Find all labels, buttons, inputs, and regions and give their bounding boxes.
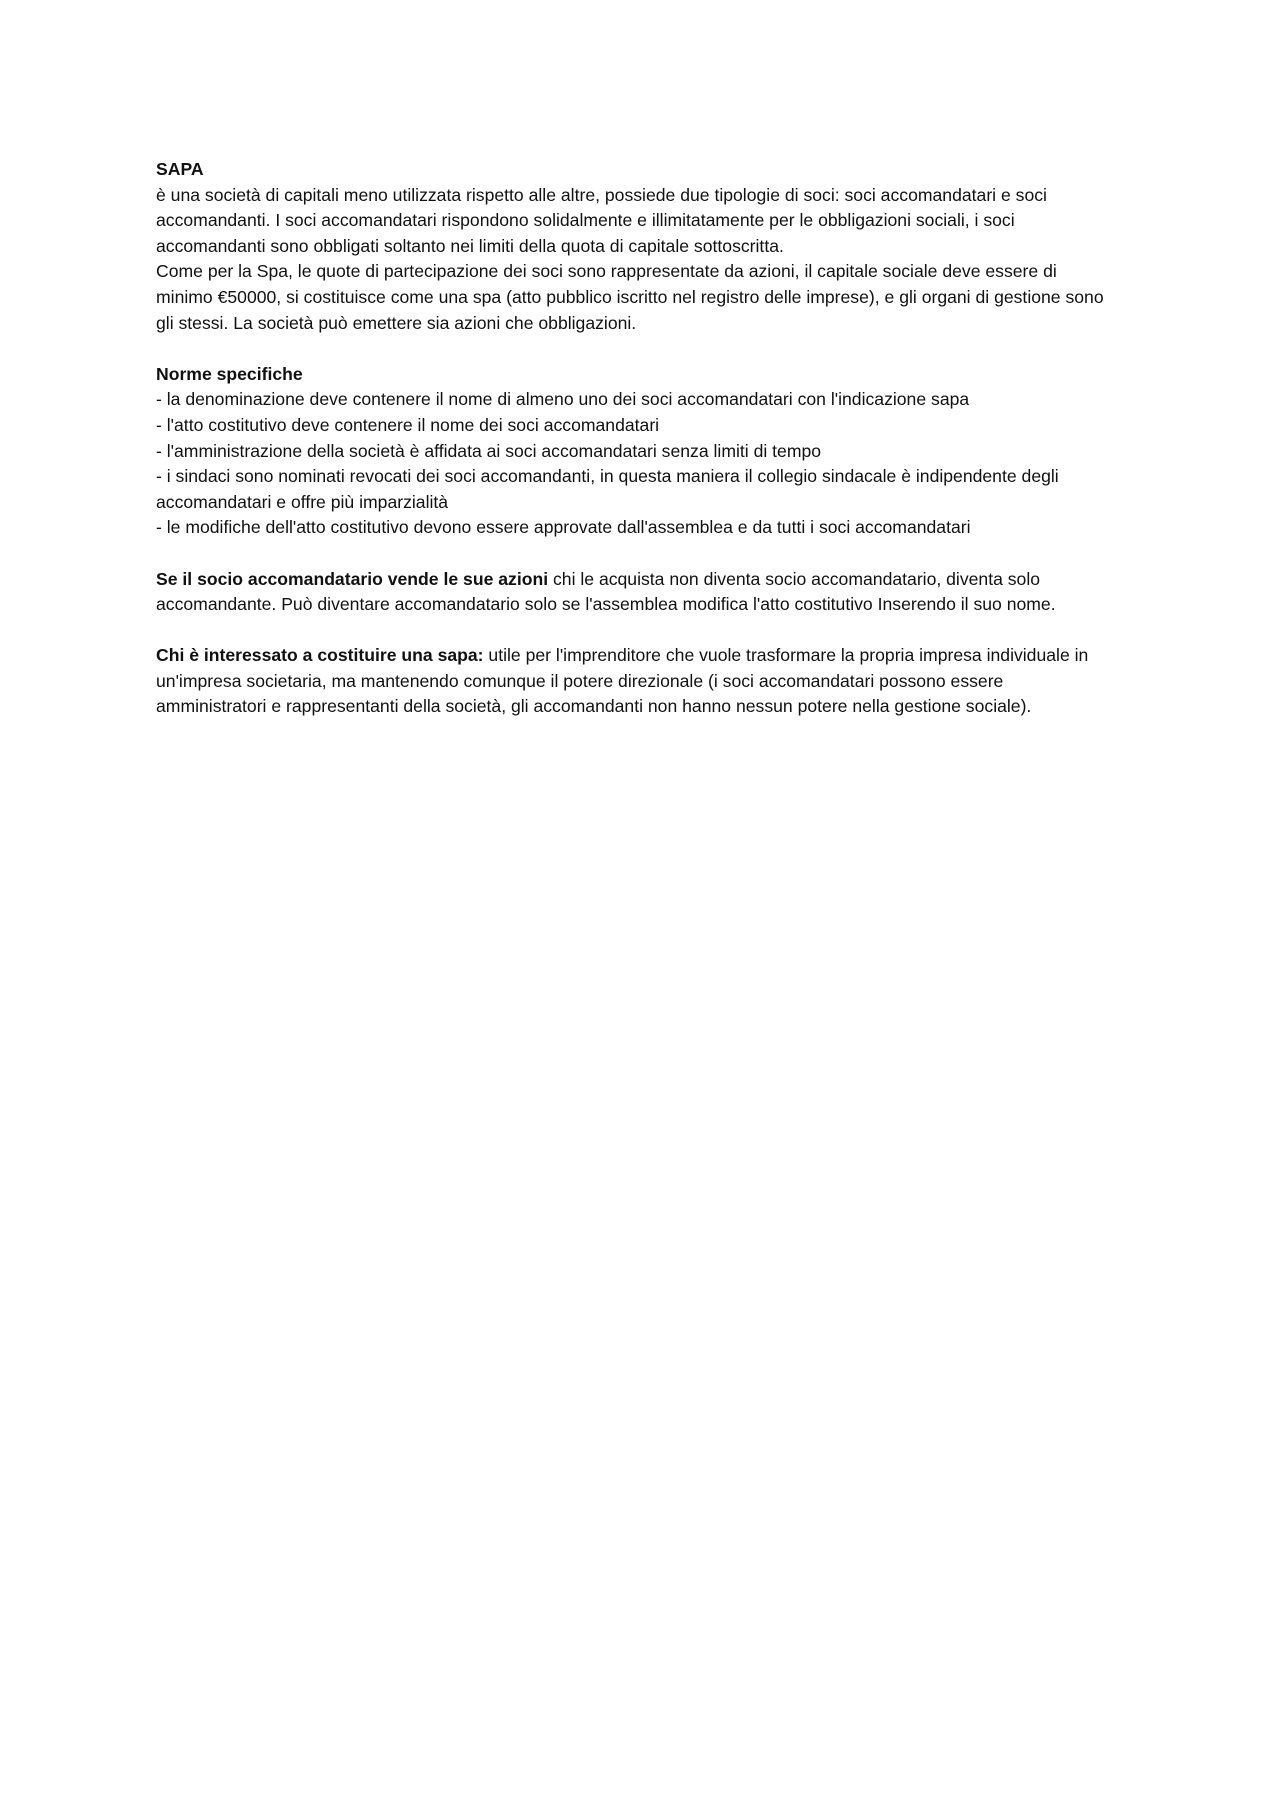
norme-heading: Norme specifiche xyxy=(156,363,303,384)
intro-paragraph-2: Come per la Spa, le quote di partecipazione dei soci sono rappresentate da azioni, il capitale sociale deve essere di minimo €50000, si costituisce come una spa (atto pubblico iscritto nel registro delle imprese), e gli organi di gestione sono gli stessi. La società può emettere sia azioni che obbligazioni. xyxy=(156,261,1104,333)
paragraph-spacer xyxy=(156,336,1116,362)
paragraph-spacer xyxy=(156,541,1116,567)
vendita-lead: Se il socio accomandatario vende le sue azioni xyxy=(156,568,549,589)
vendita-text: chi le acquista non diventa socio accomandatario, diventa solo accomandante. Può diventare accomandatario solo se l'assemblea modifica l'atto costitutivo Inserendo il suo nome. xyxy=(156,568,1056,615)
norme-item: - i sindaci sono nominati revocati dei soci accomandanti, in questa maniera il collegio sindacale è indipendente degli accomandatari e offre più imparzialità xyxy=(156,466,1059,512)
document-title: SAPA xyxy=(156,159,204,179)
interesse-lead: Chi è interessato a costituire una sapa: xyxy=(156,645,484,666)
vendita-paragraph xyxy=(156,567,1116,618)
paragraph-spacer xyxy=(156,618,1116,644)
norme-item: - l'atto costitutivo deve contenere il nome dei soci accomandatari xyxy=(156,414,660,435)
norme-item: - le modifiche dell'atto costitutivo devono essere approvate dall'assemblea e da tutti i soci accomandatari xyxy=(156,517,971,538)
interesse-paragraph xyxy=(156,643,1116,720)
norme-item: - l'amministrazione della società è affidata ai soci accomandatari senza limiti di tempo xyxy=(156,440,822,461)
interesse-text: utile per l'imprenditore che vuole trasformare la propria impresa individuale in un'impresa societaria, ma mantenendo comunque il potere direzionale (i soci accomandatari possono essere amministratori e rappresentanti della società, gli accomandanti non hanno nessun potere nella gestione sociale). xyxy=(156,645,1089,717)
norme-item: - la denominazione deve contenere il nome di almeno uno dei soci accomandatari con l'indicazione sapa xyxy=(156,389,970,410)
intro-paragraph-1: è una società di capitali meno utilizzata rispetto alle altre, possiede due tipologie di soci: soci accomandatari e soci accomandanti. I soci accomandatari rispondono solidalmente e illimitatamente per le obbligazioni sociali, i soci accomandanti sono obbligati soltanto nei limiti della quota di capitale sottoscritta. xyxy=(156,184,1047,256)
document-page xyxy=(156,157,1116,720)
